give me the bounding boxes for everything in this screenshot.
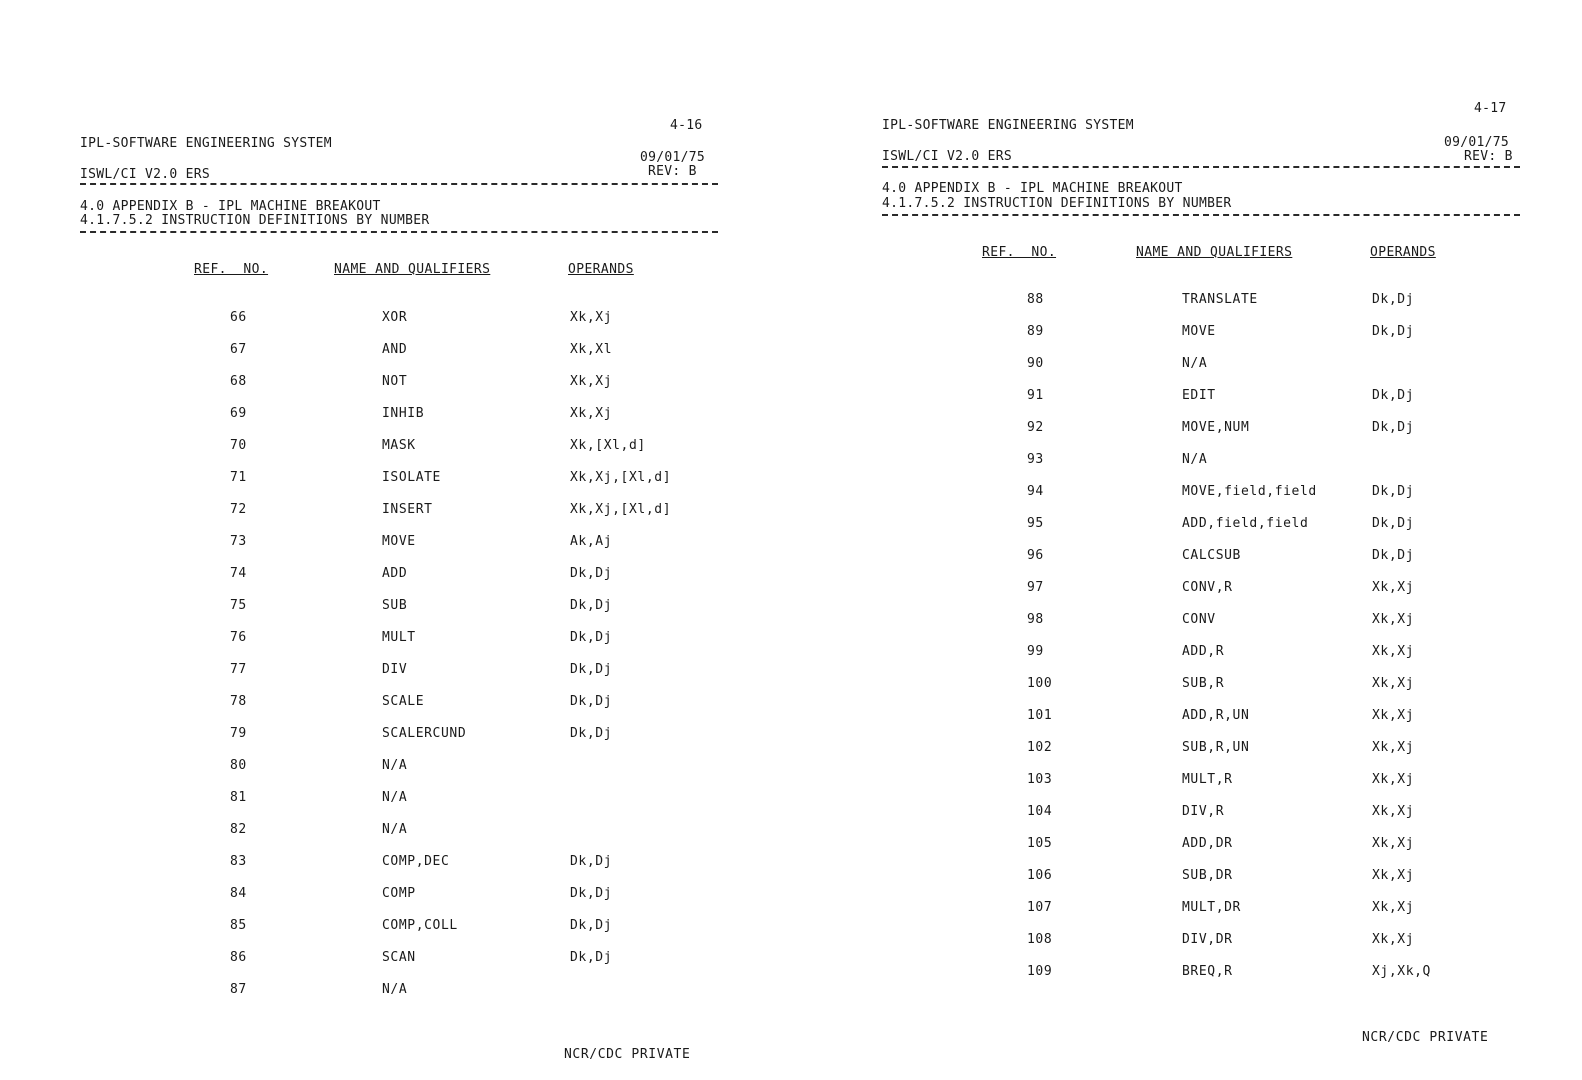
column-header-operands: OPERANDS bbox=[1370, 245, 1436, 260]
table-row bbox=[882, 485, 1522, 517]
instruction-name: BREQ,R bbox=[1182, 964, 1233, 979]
instruction-name: SUB bbox=[382, 598, 408, 613]
table-row bbox=[882, 453, 1522, 485]
table-row bbox=[80, 599, 720, 631]
ref-number: 91 bbox=[1027, 388, 1044, 403]
ref-number: 98 bbox=[1027, 612, 1044, 627]
table-row bbox=[882, 389, 1522, 421]
instruction-name: MOVE bbox=[382, 534, 416, 549]
column-header-ref: REF. NO. bbox=[194, 262, 269, 277]
ref-number: 94 bbox=[1027, 484, 1044, 499]
table-row bbox=[80, 951, 720, 983]
table-row bbox=[882, 773, 1522, 805]
table-row bbox=[882, 869, 1522, 901]
ref-number: 101 bbox=[1027, 708, 1053, 723]
instruction-operands: Dk,Dj bbox=[1372, 324, 1415, 339]
instruction-operands: Xk,Xj bbox=[1372, 932, 1415, 947]
instruction-operands: Xk,Xj,[Xl,d] bbox=[570, 470, 672, 485]
table-row bbox=[80, 823, 720, 855]
column-header-ref: REF. NO. bbox=[982, 245, 1057, 260]
page-number: 4-17 bbox=[1474, 101, 1507, 116]
instruction-name: N/A bbox=[1182, 452, 1208, 467]
ref-number: 82 bbox=[230, 822, 247, 837]
table-row bbox=[80, 759, 720, 791]
ref-number: 86 bbox=[230, 950, 247, 965]
ref-number: 89 bbox=[1027, 324, 1044, 339]
instruction-operands: Xk,Xj bbox=[1372, 772, 1415, 787]
ref-number: 88 bbox=[1027, 292, 1044, 307]
instruction-name: COMP bbox=[382, 886, 416, 901]
table-row bbox=[80, 311, 720, 343]
instruction-name: CONV bbox=[1182, 612, 1216, 627]
page-footer: NCR/CDC PRIVATE bbox=[564, 1047, 691, 1062]
header-divider bbox=[882, 166, 1520, 168]
instruction-operands: Xk,Xj bbox=[570, 374, 613, 389]
ref-number: 76 bbox=[230, 630, 247, 645]
table-row bbox=[80, 727, 720, 759]
table-row bbox=[882, 549, 1522, 581]
ref-number: 77 bbox=[230, 662, 247, 677]
instruction-operands: Xk,Xj bbox=[1372, 804, 1415, 819]
instruction-name: COMP,DEC bbox=[382, 854, 450, 869]
instruction-name: EDIT bbox=[1182, 388, 1216, 403]
instruction-name: MULT,DR bbox=[1182, 900, 1241, 915]
table-row bbox=[80, 567, 720, 599]
system-title: IPL-SOFTWARE ENGINEERING SYSTEM bbox=[80, 136, 332, 151]
ref-number: 104 bbox=[1027, 804, 1053, 819]
instruction-operands: Dk,Dj bbox=[570, 950, 613, 965]
instruction-name: MOVE,NUM bbox=[1182, 420, 1250, 435]
instruction-operands: Xk,Xj bbox=[1372, 612, 1415, 627]
ref-number: 90 bbox=[1027, 356, 1044, 371]
instruction-operands: Dk,Dj bbox=[1372, 420, 1415, 435]
instruction-operands: Dk,Dj bbox=[570, 598, 613, 613]
ref-number: 108 bbox=[1027, 932, 1053, 947]
instruction-operands: Dk,Dj bbox=[1372, 388, 1415, 403]
table-row bbox=[882, 901, 1522, 933]
right-page bbox=[882, 0, 1522, 1080]
ref-number: 80 bbox=[230, 758, 247, 773]
ref-number: 79 bbox=[230, 726, 247, 741]
instruction-name: MOVE bbox=[1182, 324, 1216, 339]
ref-number: 70 bbox=[230, 438, 247, 453]
instruction-operands: Xk,Xl bbox=[570, 342, 613, 357]
instruction-name: ADD,R bbox=[1182, 644, 1225, 659]
instruction-operands: Dk,Dj bbox=[1372, 516, 1415, 531]
ref-number: 73 bbox=[230, 534, 247, 549]
table-row bbox=[882, 357, 1522, 389]
table-row bbox=[882, 709, 1522, 741]
instruction-name: N/A bbox=[382, 982, 408, 997]
instruction-name: MASK bbox=[382, 438, 416, 453]
table-row bbox=[80, 503, 720, 535]
ref-number: 69 bbox=[230, 406, 247, 421]
table-row bbox=[882, 421, 1522, 453]
ref-number: 85 bbox=[230, 918, 247, 933]
instruction-table bbox=[80, 311, 720, 1015]
instruction-name: INHIB bbox=[382, 406, 425, 421]
section-title: 4.0 APPENDIX B - IPL MACHINE BREAKOUT bbox=[882, 181, 1183, 196]
instruction-operands: Xk,Xj bbox=[1372, 708, 1415, 723]
instruction-name: NOT bbox=[382, 374, 408, 389]
ref-number: 75 bbox=[230, 598, 247, 613]
left-page bbox=[80, 0, 720, 1080]
instruction-operands: Xk,Xj bbox=[570, 310, 613, 325]
instruction-name: DIV,DR bbox=[1182, 932, 1233, 947]
instruction-name: N/A bbox=[1182, 356, 1208, 371]
table-row bbox=[882, 293, 1522, 325]
ref-number: 93 bbox=[1027, 452, 1044, 467]
ref-number: 97 bbox=[1027, 580, 1044, 595]
ref-number: 102 bbox=[1027, 740, 1053, 755]
ref-number: 100 bbox=[1027, 676, 1053, 691]
page-number: 4-16 bbox=[670, 118, 703, 133]
ref-number: 99 bbox=[1027, 644, 1044, 659]
table-row bbox=[80, 471, 720, 503]
table-row bbox=[80, 631, 720, 663]
ref-number: 87 bbox=[230, 982, 247, 997]
ref-number: 78 bbox=[230, 694, 247, 709]
instruction-name: SUB,R bbox=[1182, 676, 1225, 691]
table-row bbox=[80, 535, 720, 567]
revision: REV: B bbox=[1464, 149, 1513, 164]
table-row bbox=[80, 983, 720, 1015]
instruction-name: MOVE,field,field bbox=[1182, 484, 1317, 499]
table-row bbox=[882, 741, 1522, 773]
ref-number: 106 bbox=[1027, 868, 1053, 883]
instruction-name: ADD,DR bbox=[1182, 836, 1233, 851]
instruction-operands: Xk,Xj,[Xl,d] bbox=[570, 502, 672, 517]
instruction-operands: Dk,Dj bbox=[570, 918, 613, 933]
table-row bbox=[80, 695, 720, 727]
ref-number: 81 bbox=[230, 790, 247, 805]
instruction-name: ISOLATE bbox=[382, 470, 441, 485]
ref-number: 96 bbox=[1027, 548, 1044, 563]
instruction-table bbox=[882, 293, 1522, 997]
instruction-name: N/A bbox=[382, 822, 408, 837]
ref-number: 107 bbox=[1027, 900, 1053, 915]
ref-number: 95 bbox=[1027, 516, 1044, 531]
instruction-name: TRANSLATE bbox=[1182, 292, 1258, 307]
instruction-name: N/A bbox=[382, 758, 408, 773]
instruction-operands: Dk,Dj bbox=[570, 886, 613, 901]
ref-number: 66 bbox=[230, 310, 247, 325]
table-row bbox=[882, 837, 1522, 869]
ref-number: 83 bbox=[230, 854, 247, 869]
column-header-operands: OPERANDS bbox=[568, 262, 634, 277]
ref-number: 84 bbox=[230, 886, 247, 901]
ref-number: 72 bbox=[230, 502, 247, 517]
table-row bbox=[80, 855, 720, 887]
instruction-name: AND bbox=[382, 342, 408, 357]
section-title: 4.0 APPENDIX B - IPL MACHINE BREAKOUT bbox=[80, 199, 381, 214]
instruction-name: SCALE bbox=[382, 694, 425, 709]
instruction-operands: Dk,Dj bbox=[570, 662, 613, 677]
ref-number: 67 bbox=[230, 342, 247, 357]
ref-number: 71 bbox=[230, 470, 247, 485]
table-row bbox=[882, 613, 1522, 645]
table-row bbox=[882, 517, 1522, 549]
column-header-name: NAME AND QUALIFIERS bbox=[334, 262, 491, 277]
ref-number: 68 bbox=[230, 374, 247, 389]
instruction-operands: Dk,Dj bbox=[1372, 292, 1415, 307]
table-row bbox=[80, 407, 720, 439]
instruction-name: SCAN bbox=[382, 950, 416, 965]
ref-number: 92 bbox=[1027, 420, 1044, 435]
table-row bbox=[882, 965, 1522, 997]
instruction-operands: Dk,Dj bbox=[570, 726, 613, 741]
section-divider bbox=[80, 231, 718, 233]
instruction-name: DIV bbox=[382, 662, 408, 677]
table-row bbox=[882, 677, 1522, 709]
table-row bbox=[80, 791, 720, 823]
instruction-operands: Dk,Dj bbox=[1372, 484, 1415, 499]
ref-number: 103 bbox=[1027, 772, 1053, 787]
instruction-operands: Xj,Xk,Q bbox=[1372, 964, 1431, 979]
instruction-name: INSERT bbox=[382, 502, 433, 517]
instruction-operands: Dk,Dj bbox=[1372, 548, 1415, 563]
instruction-operands: Dk,Dj bbox=[570, 630, 613, 645]
document-date: 09/01/75 bbox=[1444, 135, 1510, 150]
instruction-name: DIV,R bbox=[1182, 804, 1225, 819]
instruction-name: XOR bbox=[382, 310, 408, 325]
table-row bbox=[882, 581, 1522, 613]
table-row bbox=[882, 325, 1522, 357]
table-row bbox=[80, 887, 720, 919]
revision: REV: B bbox=[648, 164, 697, 179]
table-row bbox=[80, 343, 720, 375]
instruction-operands: Xk,[Xl,d] bbox=[570, 438, 646, 453]
section-divider bbox=[882, 214, 1520, 216]
instruction-name: COMP,COLL bbox=[382, 918, 458, 933]
instruction-operands: Xk,Xj bbox=[1372, 580, 1415, 595]
system-title: IPL-SOFTWARE ENGINEERING SYSTEM bbox=[882, 118, 1134, 133]
document-date: 09/01/75 bbox=[640, 150, 706, 165]
table-row bbox=[882, 933, 1522, 965]
document-id: ISWL/CI V2.0 ERS bbox=[80, 167, 211, 182]
table-row bbox=[80, 439, 720, 471]
instruction-name: SCALERCUND bbox=[382, 726, 467, 741]
table-row bbox=[80, 919, 720, 951]
table-row bbox=[80, 663, 720, 695]
instruction-name: ADD,field,field bbox=[1182, 516, 1309, 531]
instruction-operands: Xk,Xj bbox=[1372, 868, 1415, 883]
instruction-name: SUB,DR bbox=[1182, 868, 1233, 883]
document-id: ISWL/CI V2.0 ERS bbox=[882, 149, 1013, 164]
table-row bbox=[882, 645, 1522, 677]
ref-number: 105 bbox=[1027, 836, 1053, 851]
instruction-operands: Ak,Aj bbox=[570, 534, 613, 549]
table-row bbox=[80, 375, 720, 407]
instruction-operands: Xk,Xj bbox=[1372, 676, 1415, 691]
instruction-operands: Dk,Dj bbox=[570, 854, 613, 869]
page-footer: NCR/CDC PRIVATE bbox=[1362, 1030, 1489, 1045]
instruction-operands: Xk,Xj bbox=[1372, 740, 1415, 755]
instruction-name: N/A bbox=[382, 790, 408, 805]
column-header-name: NAME AND QUALIFIERS bbox=[1136, 245, 1293, 260]
ref-number: 74 bbox=[230, 566, 247, 581]
instruction-operands: Xk,Xj bbox=[1372, 644, 1415, 659]
ref-number: 109 bbox=[1027, 964, 1053, 979]
instruction-name: MULT,R bbox=[1182, 772, 1233, 787]
section-subtitle: 4.1.7.5.2 INSTRUCTION DEFINITIONS BY NUMBER bbox=[80, 213, 430, 228]
instruction-name: CALCSUB bbox=[1182, 548, 1241, 563]
instruction-name: SUB,R,UN bbox=[1182, 740, 1250, 755]
instruction-name: ADD bbox=[382, 566, 408, 581]
instruction-name: CONV,R bbox=[1182, 580, 1233, 595]
instruction-operands: Dk,Dj bbox=[570, 694, 613, 709]
header-divider bbox=[80, 183, 718, 185]
instruction-operands: Xk,Xj bbox=[1372, 836, 1415, 851]
instruction-operands: Dk,Dj bbox=[570, 566, 613, 581]
instruction-operands: Xk,Xj bbox=[570, 406, 613, 421]
table-row bbox=[882, 805, 1522, 837]
instruction-operands: Xk,Xj bbox=[1372, 900, 1415, 915]
section-subtitle: 4.1.7.5.2 INSTRUCTION DEFINITIONS BY NUMBER bbox=[882, 196, 1232, 211]
instruction-name: ADD,R,UN bbox=[1182, 708, 1250, 723]
instruction-name: MULT bbox=[382, 630, 416, 645]
